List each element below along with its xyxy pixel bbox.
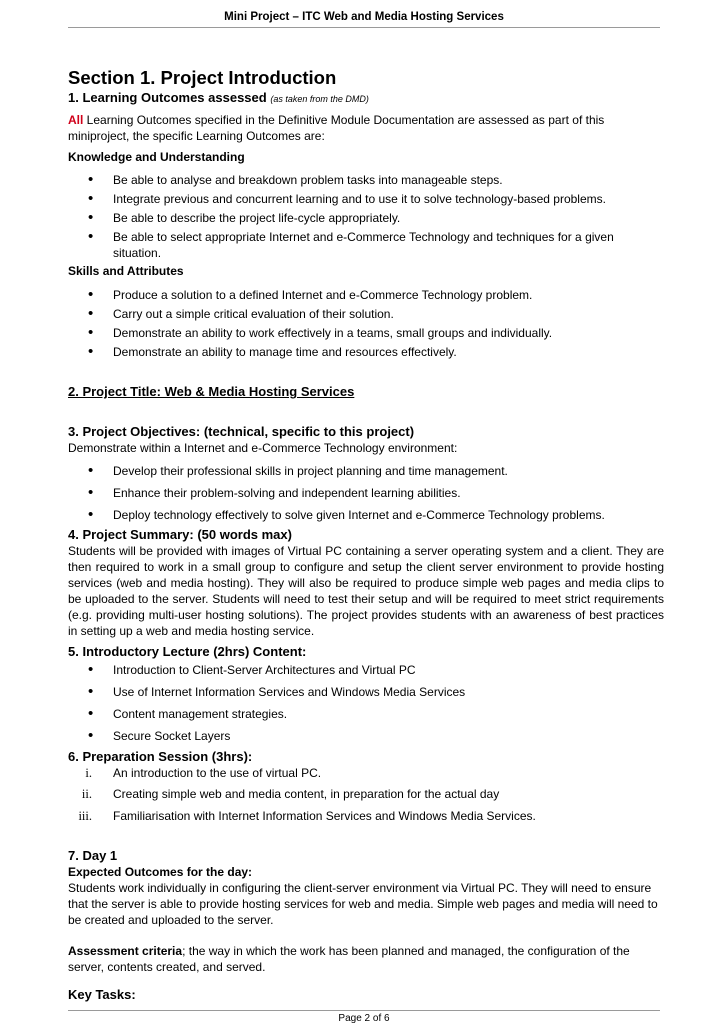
section7-text: Students work individually in configuring the client-server environment via Virtual PC. They will need to ensure that the server is able to provide hosting services for web and media. Simple web pages and media will need to be created and uploaded to the server. — [68, 881, 658, 927]
list-item: • Secure Socket Layers — [68, 728, 664, 744]
list-item: ii. Creating simple web and media content, in preparation for the actual day — [81, 787, 500, 801]
list-item: • Produce a solution to a defined Internet and e-Commerce Technology problem. — [68, 287, 664, 303]
assessment-criteria: Assessment criteria; the way in which the work has been planned and managed, the configuration of the server, contents created, and served. — [68, 944, 630, 974]
list-item: • Be able to select appropriate Internet and e-Commerce Technology and techniques for a given situation. — [68, 229, 664, 261]
section4-text: Students will be provided with images of Virtual PC containing a server operating system and a client. They are then required to work in a small group to configure and setup the client server environment to provide hosting services (web and media hosting). They will also be required to produce simple web pages and media clips to be uploaded to the server. Students will need to test their setup and will be required to meet strict requirements (e.g. providing multi-user hosting solutions). The project provides students with an awareness of best practices in setting up a web and media hosting service. — [68, 544, 664, 638]
list-item: iii. Familiarisation with Internet Information Services and Windows Media Services. — [78, 809, 536, 823]
section3-lead: Demonstrate within a Internet and e-Commerce Technology environment: — [68, 441, 458, 455]
section3-title: 3. Project Objectives: (technical, specific to this project) — [68, 424, 415, 439]
list-item: • Be able to analyse and breakdown problem tasks into manageable steps. — [68, 172, 664, 188]
lo-intro-lead: All — [68, 113, 84, 127]
running-header: Mini Project – ITC Web and Media Hosting Services — [224, 11, 504, 23]
ku-heading: Knowledge and Understanding — [68, 150, 245, 164]
section2-title: 2. Project Title: Web & Media Hosting Services — [68, 384, 355, 399]
footer-rule — [68, 1010, 660, 1011]
section6-title: 6. Preparation Session (3hrs): — [68, 749, 253, 764]
sa-heading: Skills and Attributes — [68, 264, 184, 278]
list-item: • Deploy technology effectively to solve given Internet and e-Commerce Technology problems. — [68, 507, 664, 523]
lo-note: (as taken from the DMD) — [270, 94, 369, 104]
ku-list — [68, 172, 664, 261]
page-content — [68, 66, 664, 1003]
key-tasks-heading: Key Tasks: — [68, 987, 136, 1002]
list-item: • Enhance their problem-solving and independent learning abilities. — [68, 485, 664, 501]
list-item: i. An introduction to the use of virtual PC. — [85, 766, 322, 780]
page-number: Page 2 of 6 — [338, 1013, 390, 1024]
assessment-criteria-label: Assessment criteria — [68, 944, 183, 958]
list-item: • Introduction to Client-Server Architectures and Virtual PC — [68, 662, 664, 678]
objectives-list — [68, 463, 664, 523]
list-item: • Use of Internet Information Services and Windows Media Services — [68, 684, 664, 700]
section1-title: Section 1. Project Introduction — [68, 67, 337, 88]
preparation-list — [68, 765, 664, 824]
list-item: • Demonstrate an ability to manage time and resources effectively. — [68, 344, 664, 360]
section7-subtitle: Expected Outcomes for the day: — [68, 865, 253, 879]
section7-title: 7. Day 1 — [68, 848, 118, 863]
list-item: • Demonstrate an ability to work effectively in a teams, small groups and individually. — [68, 325, 664, 341]
lecture-list — [68, 662, 664, 744]
section4-title: 4. Project Summary: (50 words max) — [68, 527, 292, 542]
list-item: • Be able to describe the project life-cycle appropriately. — [68, 210, 664, 226]
section5-title: 5. Introductory Lecture (2hrs) Content: — [68, 644, 307, 659]
header-rule — [68, 27, 660, 28]
list-item: • Content management strategies. — [68, 706, 664, 722]
lo-heading: 1. Learning Outcomes assessed (as taken from the DMD) — [68, 90, 369, 105]
list-item: • Integrate previous and concurrent learning and to use it to solve technology-based problems. — [68, 191, 664, 207]
lo-intro: All Learning Outcomes specified in the Definitive Module Documentation are assessed as part of this miniproject, the specific Learning Outcomes are: — [68, 113, 605, 143]
list-item: • Carry out a simple critical evaluation of their solution. — [68, 306, 664, 322]
list-item: • Develop their professional skills in project planning and time management. — [68, 463, 664, 479]
sa-list — [68, 287, 664, 360]
